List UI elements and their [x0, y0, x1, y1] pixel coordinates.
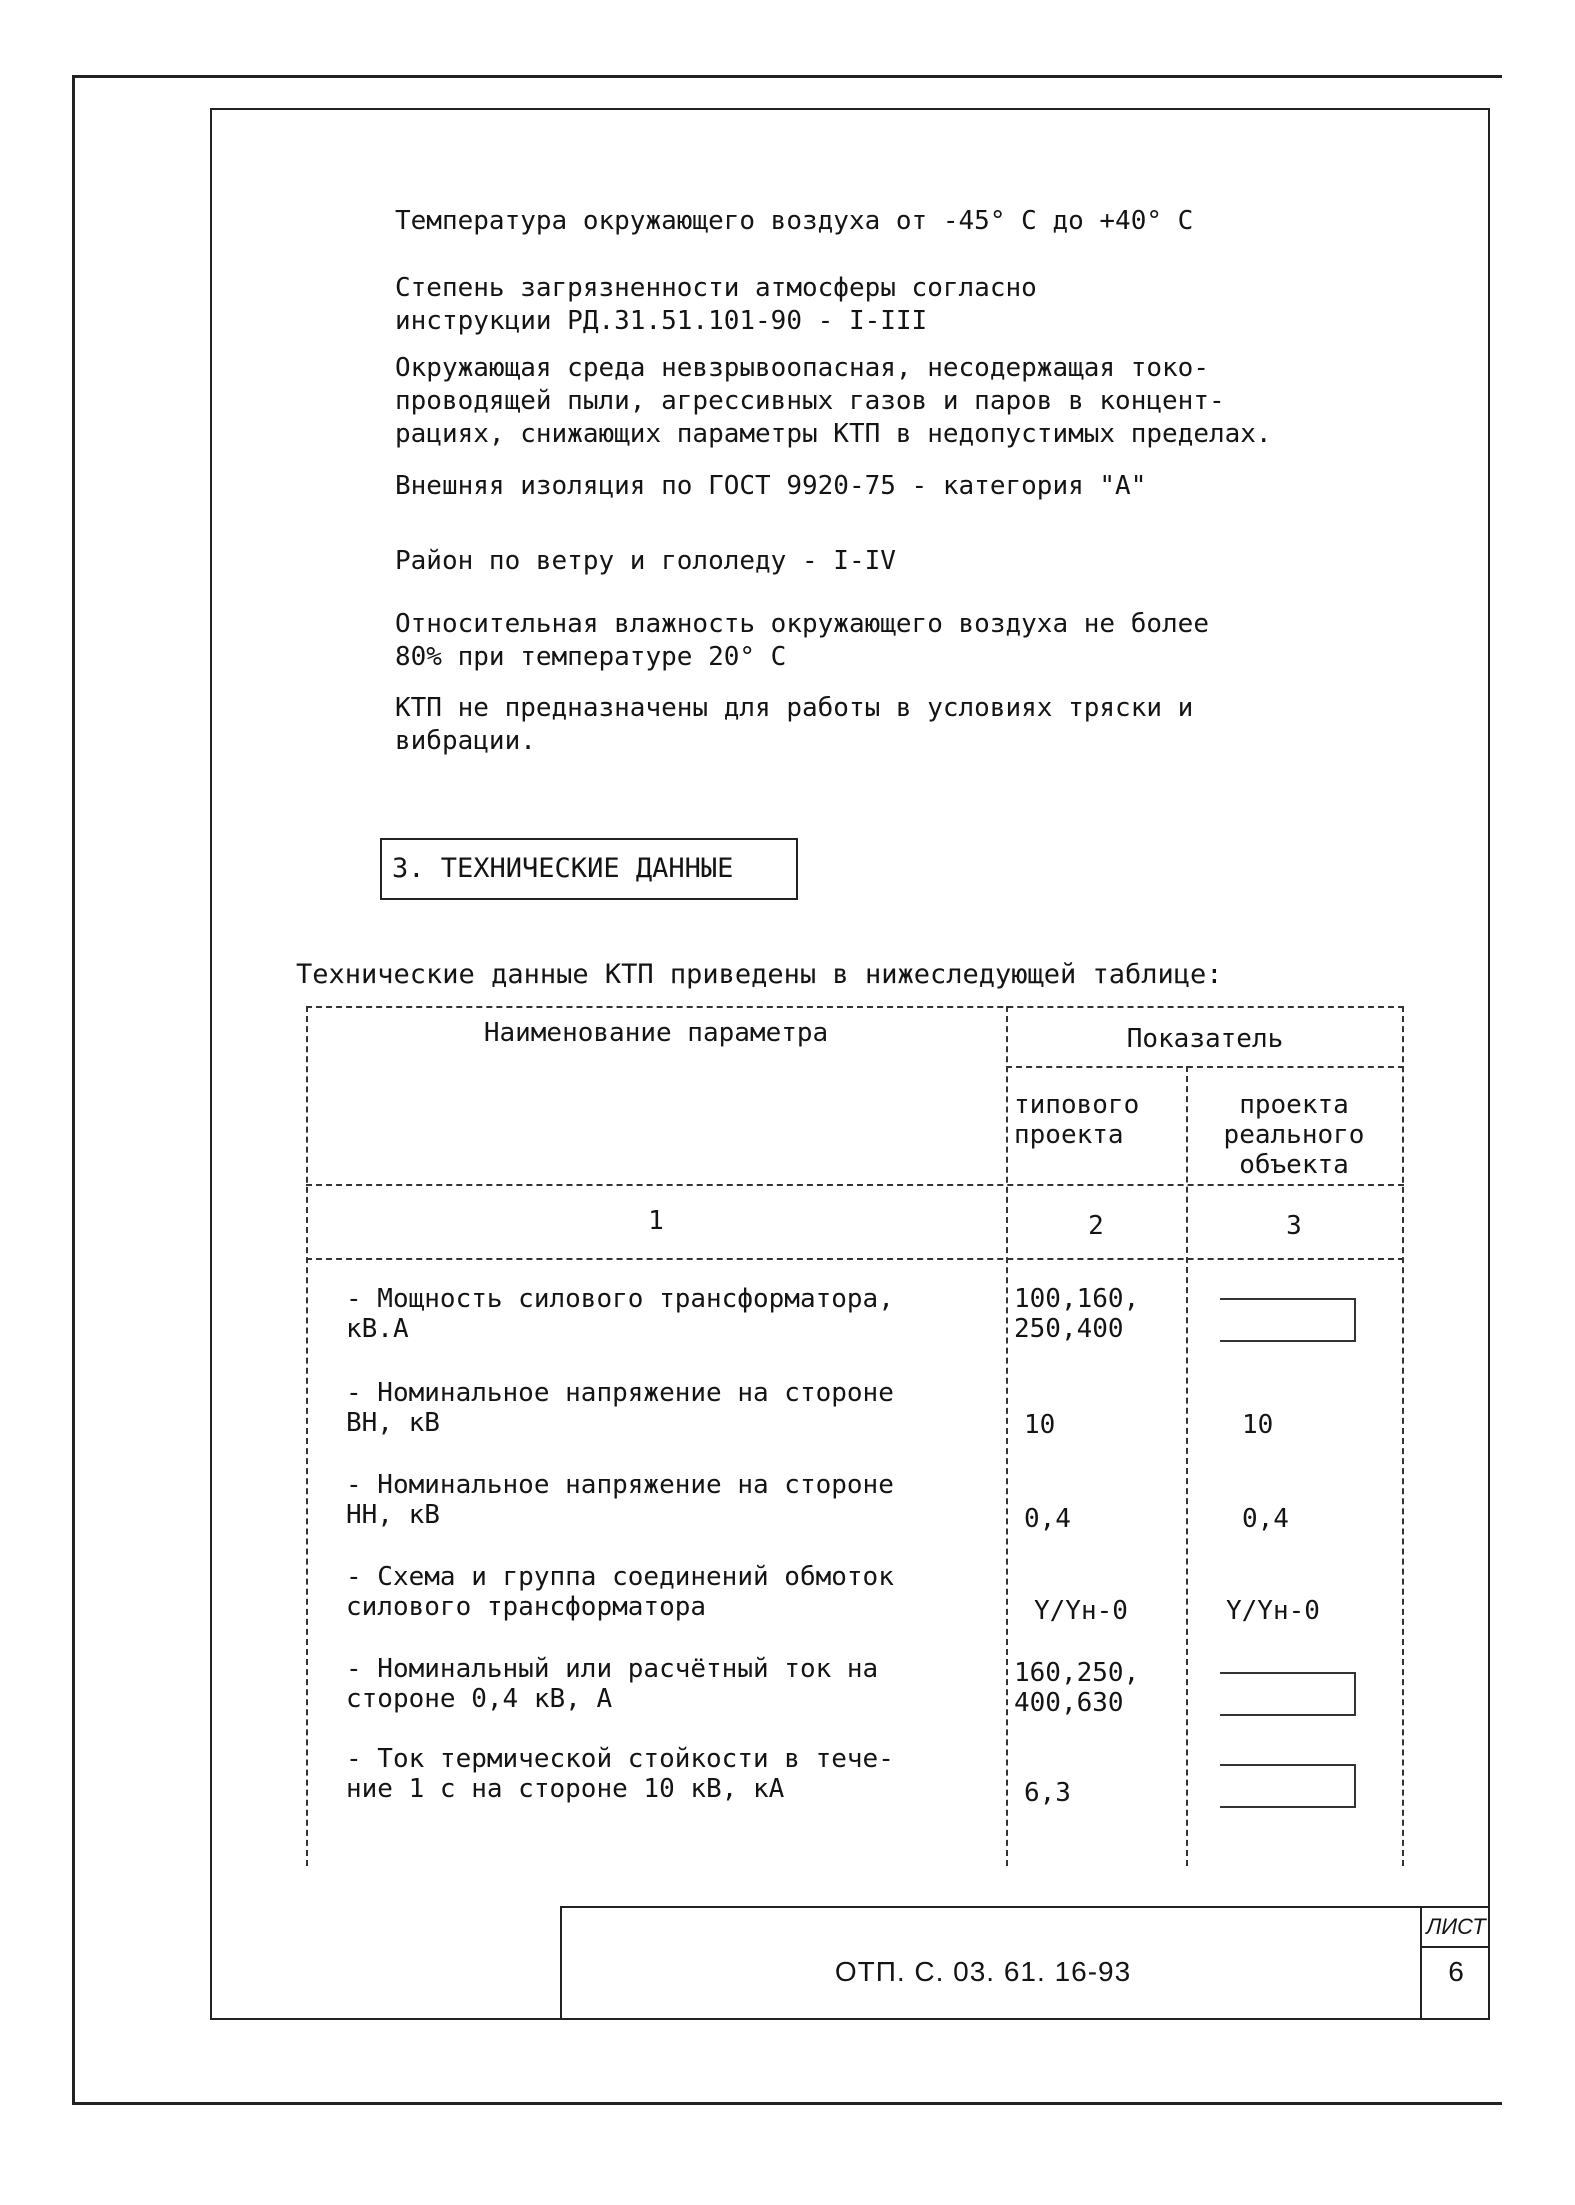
- row-real-thermal-current-blank: [1220, 1764, 1356, 1808]
- header-real-project: проекта реального объекта: [1223, 1090, 1365, 1180]
- table-subheader-line: [1006, 1066, 1404, 1068]
- row-param-thermal-current: - Ток термической стойкости в тече- ние 1 с на стороне 10 кВ, кА: [346, 1744, 894, 1804]
- row-real-current-blank: [1220, 1672, 1356, 1716]
- column-number-1: 1: [648, 1206, 664, 1236]
- column-number-2: 2: [1088, 1211, 1104, 1241]
- section-title: 3. ТЕХНИЧЕСКИЕ ДАННЫЕ: [380, 838, 798, 900]
- row-real-power-blank: [1220, 1298, 1356, 1342]
- row-param-current: - Номинальный или расчётный ток на стороне 0,4 кВ, А: [346, 1654, 879, 1714]
- table-numbers-line: [306, 1258, 1404, 1260]
- sheet-number: 6: [1448, 1956, 1464, 1987]
- row-typical-power: 100,160, 250,400: [1014, 1284, 1140, 1344]
- row-typical-voltage-lv: 0,4: [1024, 1504, 1071, 1534]
- header-indicator: Показатель: [1126, 1024, 1284, 1054]
- column-number-3: 3: [1286, 1211, 1302, 1241]
- row-param-voltage-lv: - Номинальное напряжение на стороне НН, кВ: [346, 1470, 894, 1530]
- paragraph-wind-ice: Район по ветру и гололеду - I-IV: [395, 546, 896, 576]
- document-code: ОТП. С. 03. 61. 16-93: [834, 1956, 1132, 1987]
- table-right-border: [1402, 1006, 1404, 1866]
- title-block: [560, 1906, 1490, 2020]
- row-real-voltage-hv: 10: [1242, 1410, 1274, 1440]
- paragraph-humidity: Относительная влажность окружающего воздуха не более 80% при температуре 20° С: [395, 609, 1209, 672]
- table-top-border: [306, 1006, 1404, 1008]
- table-divider-2: [1186, 1066, 1188, 1866]
- row-real-winding-scheme: Y/Yн-0: [1226, 1596, 1320, 1626]
- sheet-label: ЛИСТ: [1422, 1908, 1490, 1948]
- row-typical-winding-scheme: Y/Yн-0: [1034, 1596, 1128, 1626]
- table-left-border: [306, 1006, 308, 1866]
- tech-data-table: [306, 1006, 1404, 1866]
- header-parameter: Наименование параметра: [483, 1018, 829, 1048]
- row-real-voltage-lv: 0,4: [1242, 1504, 1289, 1534]
- paragraph-temperature: Температура окружающего воздуха от -45° С до +40° С: [395, 206, 1194, 236]
- paragraph-insulation: Внешняя изоляция по ГОСТ 9920-75 - категория "А": [395, 471, 1147, 501]
- table-divider-1: [1006, 1006, 1008, 1866]
- table-intro: Технические данные КТП приведены в нижеследующей таблице:: [296, 959, 1223, 990]
- header-typical-project: типового проекта: [1014, 1090, 1140, 1150]
- paragraph-vibration: КТП не предназначены для работы в условиях тряски и вибрации.: [395, 693, 1194, 756]
- row-param-winding-scheme: - Схема и группа соединений обмоток силового трансформатора: [346, 1562, 894, 1622]
- row-param-power: - Мощность силового трансформатора, кВ.А: [346, 1284, 894, 1344]
- row-typical-voltage-hv: 10: [1024, 1410, 1056, 1440]
- sheet-cell: [1420, 1908, 1490, 2020]
- paragraph-pollution: Степень загрязненности атмосферы согласно инструкции РД.31.51.101-90 - I-III: [395, 273, 1037, 336]
- table-header-line: [306, 1184, 1404, 1186]
- row-typical-current: 160,250, 400,630: [1014, 1658, 1140, 1718]
- row-param-voltage-hv: - Номинальное напряжение на стороне ВН, кВ: [346, 1378, 894, 1438]
- paragraph-environment: Окружающая среда невзрывоопасная, несодержащая токо- проводящей пыли, агрессивных газов и паров в концент- рациях, снижающих параметры КТП в недопустимых пределах.: [395, 353, 1272, 449]
- row-typical-thermal-current: 6,3: [1024, 1778, 1071, 1808]
